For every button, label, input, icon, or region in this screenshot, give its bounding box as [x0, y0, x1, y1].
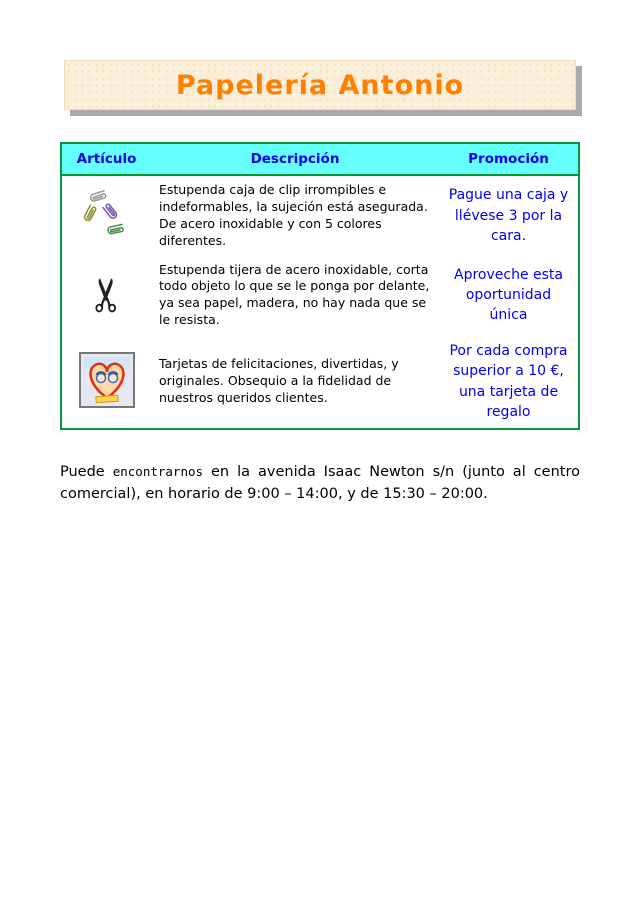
promotion-text: Aproveche esta oportunidad única — [454, 266, 563, 324]
table-row — [61, 335, 579, 429]
paperclips-icon — [76, 183, 138, 245]
table-row — [61, 256, 579, 336]
articulo-cell — [61, 256, 151, 336]
description-text: Tarjetas de felicitaciones, divertidas, y originales. Obsequio a la fidelidad de nuestros queridos clientes. — [159, 356, 399, 406]
promotion-text: Pague una caja y llévese 3 por la cara. — [448, 187, 569, 244]
description-text: Estupenda tijera de acero inoxidable, corta todo objeto lo que se le ponga por delante, ya sea papel, madera, no hay nada que se le resista. — [159, 261, 430, 328]
address-text-before: Puede — [60, 463, 113, 480]
table-row — [61, 175, 579, 256]
column-header-promocion: Promoción — [439, 143, 579, 175]
page-title: Papelería Antonio — [175, 69, 465, 101]
scissors-icon: ✂ — [79, 275, 134, 315]
greeting-card-icon — [79, 352, 135, 408]
articulo-cell — [61, 335, 151, 429]
header-row — [61, 143, 579, 175]
column-header-descripcion: Descripción — [151, 143, 439, 175]
description-text: Estupenda caja de clip irrompibles e indeformables, la sujeción está asegurada. De acero inoxidable y con 5 colores diferentes. — [159, 182, 428, 248]
address-paragraph — [60, 461, 580, 506]
column-header-articulo: Artículo — [61, 143, 151, 175]
title-banner — [64, 60, 576, 110]
promotion-text: Por cada compra superior a 10 €, una tarjeta de regalo — [449, 343, 568, 420]
address-text-after: en la avenida Isaac Newton s/n (junto al centro comercial), en horario de 9:00 – 14:00, y de 15:30 – 20:00. — [60, 463, 580, 502]
products-table — [60, 142, 580, 430]
address-text-highlight: encontrarnos — [112, 463, 204, 479]
articulo-cell — [61, 175, 151, 256]
